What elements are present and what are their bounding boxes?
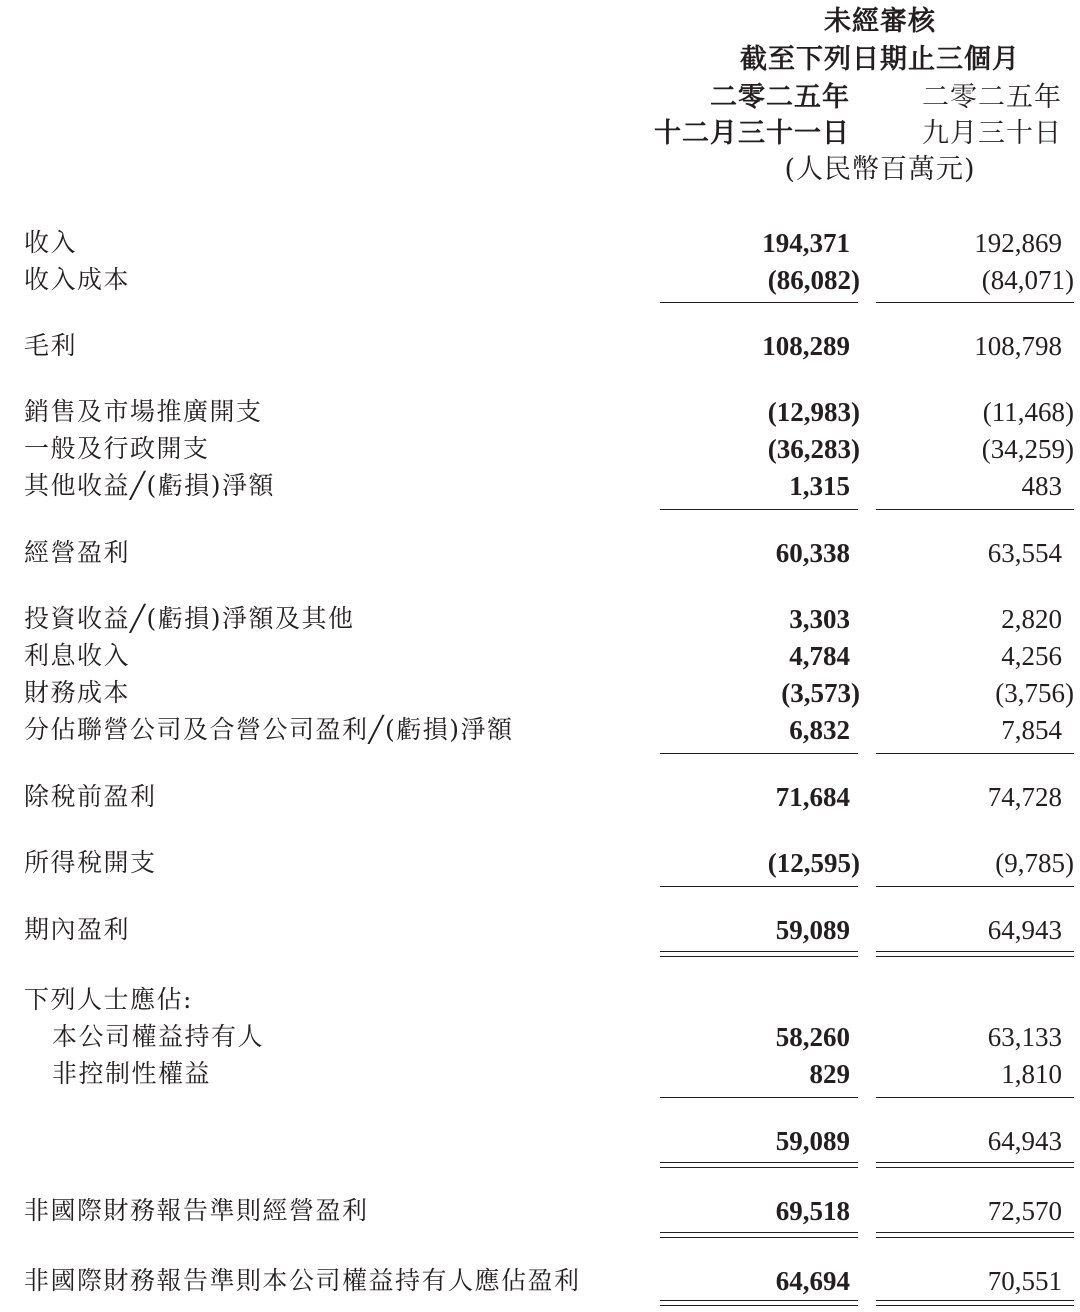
row-label: 分佔聯營公司及合營公司盈利╱(虧損)淨額 xyxy=(24,715,514,744)
subtotal-rule xyxy=(660,886,858,887)
col1-date: 十二月三十一日 xyxy=(654,118,850,149)
table-row xyxy=(0,638,1080,674)
current-value: (3,573) xyxy=(781,678,860,708)
prior-value: (11,468) xyxy=(982,397,1074,427)
prior-value: (34,259) xyxy=(981,434,1074,464)
current-value: 6,832 xyxy=(789,715,850,745)
current-value: 64,694 xyxy=(775,1266,850,1296)
prior-value: 1,810 xyxy=(1001,1059,1062,1089)
table-row xyxy=(0,779,1080,815)
table-row xyxy=(0,394,1080,430)
table-row xyxy=(0,1019,1080,1055)
table-row xyxy=(0,982,1080,1018)
prior-value: 63,133 xyxy=(987,1022,1062,1052)
current-value: 69,518 xyxy=(775,1196,850,1226)
table-row xyxy=(0,1123,1080,1159)
prior-value: 63,554 xyxy=(987,538,1062,568)
subtotal-rule xyxy=(876,753,1074,754)
row-label: 非國際財務報告準則經營盈利 xyxy=(24,1196,369,1225)
total-double-rule xyxy=(876,1162,1074,1168)
total-double-rule xyxy=(876,1232,1074,1238)
subtotal-rule xyxy=(660,1097,858,1098)
current-value: 58,260 xyxy=(775,1022,850,1052)
subtotal-rule xyxy=(876,886,1074,887)
period-label: 截至下列日期止三個月 xyxy=(740,44,1020,75)
prior-value: 4,256 xyxy=(1001,641,1062,671)
subtotal-rule xyxy=(876,302,1074,303)
table-row xyxy=(0,601,1080,637)
current-value: 59,089 xyxy=(775,1126,850,1156)
table-row xyxy=(0,712,1080,748)
row-label: 所得稅開支 xyxy=(24,848,157,877)
total-double-rule xyxy=(876,951,1074,957)
current-value: (86,082) xyxy=(767,265,860,295)
table-row xyxy=(0,468,1080,504)
prior-value: 70,551 xyxy=(987,1266,1062,1296)
prior-value: 7,854 xyxy=(1001,715,1062,745)
prior-value: 64,943 xyxy=(987,1126,1062,1156)
table-row xyxy=(0,675,1080,711)
col1-year: 二零二五年 xyxy=(710,82,850,113)
row-label: 期內盈利 xyxy=(24,915,131,944)
subtotal-rule xyxy=(660,753,858,754)
prior-value: 2,820 xyxy=(1001,604,1062,634)
current-value: (12,983) xyxy=(767,397,860,427)
total-double-rule xyxy=(660,1162,858,1168)
prior-value: 483 xyxy=(1021,471,1062,501)
current-value: 60,338 xyxy=(775,538,850,568)
row-label: 一般及行政開支 xyxy=(24,434,210,463)
prior-value: 108,798 xyxy=(974,331,1062,361)
row-label: 毛利 xyxy=(24,331,78,360)
table-header xyxy=(0,0,1080,200)
current-value: 71,684 xyxy=(775,782,850,812)
subtotal-rule xyxy=(660,302,858,303)
row-label: 收入成本 xyxy=(24,265,131,294)
current-value: 829 xyxy=(809,1059,850,1089)
row-label: 本公司權益持有人 xyxy=(52,1022,265,1051)
current-value: 108,289 xyxy=(762,331,850,361)
table-row xyxy=(0,225,1080,261)
subtotal-rule xyxy=(876,1097,1074,1098)
current-value: 59,089 xyxy=(775,915,850,945)
row-label: 非國際財務報告準則本公司權益持有人應佔盈利 xyxy=(24,1266,581,1295)
unaudited-label: 未經審核 xyxy=(824,6,936,37)
col2-year: 二零二五年 xyxy=(922,82,1062,113)
col2-date: 九月三十日 xyxy=(922,118,1062,149)
row-label: 其他收益╱(虧損)淨額 xyxy=(24,471,276,500)
table-row xyxy=(0,328,1080,364)
prior-value: (9,785) xyxy=(995,848,1074,878)
table-row xyxy=(0,1193,1080,1229)
row-label: 經營盈利 xyxy=(24,538,131,567)
table-row xyxy=(0,431,1080,467)
row-label: 非控制性權益 xyxy=(52,1059,212,1088)
row-label: 收入 xyxy=(24,228,78,257)
prior-value: 64,943 xyxy=(987,915,1062,945)
prior-value: (84,071) xyxy=(981,265,1074,295)
prior-value: 192,869 xyxy=(974,228,1062,258)
current-value: 4,784 xyxy=(789,641,850,671)
row-label: 除稅前盈利 xyxy=(24,782,157,811)
subtotal-rule xyxy=(876,509,1074,510)
total-double-rule xyxy=(660,1300,858,1306)
prior-value: 74,728 xyxy=(987,782,1062,812)
table-row xyxy=(0,912,1080,948)
table-row xyxy=(0,1263,1080,1299)
current-value: 3,303 xyxy=(789,604,850,634)
current-value: (36,283) xyxy=(767,434,860,464)
row-label: 利息收入 xyxy=(24,641,131,670)
row-label: 投資收益╱(虧損)淨額及其他 xyxy=(24,604,355,633)
total-double-rule xyxy=(660,951,858,957)
current-value: (12,595) xyxy=(767,848,860,878)
unit-label: (人民幣百萬元) xyxy=(784,154,976,185)
total-double-rule xyxy=(660,1232,858,1238)
table-row xyxy=(0,262,1080,298)
current-value: 194,371 xyxy=(762,228,850,258)
current-value: 1,315 xyxy=(789,471,850,501)
table-row xyxy=(0,535,1080,571)
table-row xyxy=(0,845,1080,881)
prior-value: (3,756) xyxy=(995,678,1074,708)
row-label: 下列人士應佔: xyxy=(24,985,193,1014)
row-label: 銷售及市場推廣開支 xyxy=(24,397,263,426)
prior-value: 72,570 xyxy=(987,1196,1062,1226)
subtotal-rule xyxy=(660,509,858,510)
total-double-rule xyxy=(876,1300,1074,1306)
row-label: 財務成本 xyxy=(24,678,131,707)
table-row xyxy=(0,1056,1080,1092)
